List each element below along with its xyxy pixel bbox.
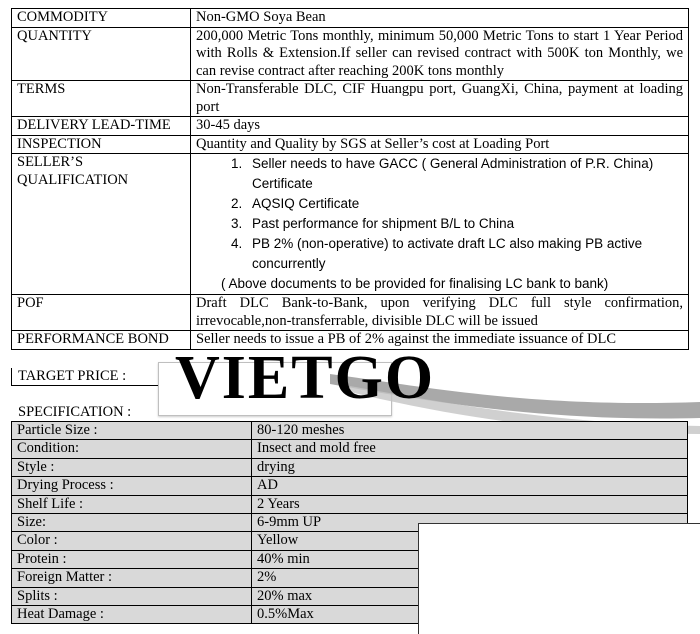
delivery-row: [12, 117, 689, 136]
qualification-item: 4. PB 2% (non-operative) to activate draft LC also making PB active concurrently: [246, 234, 683, 274]
seller-qualification-row: [12, 154, 689, 295]
qualification-item: 3. Past performance for shipment B/L to China: [246, 214, 683, 234]
delivery-label: DELIVERY LEAD-TIME: [12, 117, 191, 136]
spec-value: drying: [252, 458, 688, 476]
spec-value: Insect and mold free: [252, 440, 688, 458]
seller-qualification-value: [191, 154, 689, 295]
performance-bond-value: Seller needs to issue a PB of 2% against the immediate issuance of DLC: [191, 331, 689, 350]
white-overlay-panel: [418, 523, 700, 634]
delivery-value: 30-45 days: [191, 117, 689, 136]
spec-key: Foreign Matter :: [12, 569, 252, 587]
quantity-label: QUANTITY: [12, 27, 191, 81]
spec-row: [12, 440, 688, 458]
terms-row: [12, 81, 689, 117]
terms-table: [11, 8, 689, 350]
spec-row: [12, 477, 688, 495]
spec-key: Color :: [12, 532, 252, 550]
pof-value: Draft DLC Bank-to-Bank, upon verifying DLC full style confirmation, irrevocable,non-transferrable, divisible DLC will be issued: [191, 295, 689, 331]
spec-key: Protein :: [12, 550, 252, 568]
spec-value: 2 Years: [252, 495, 688, 513]
commodity-label: COMMODITY: [12, 9, 191, 28]
spec-row: [12, 495, 688, 513]
quantity-row: [12, 27, 689, 81]
spec-key: Shelf Life :: [12, 495, 252, 513]
pof-label: POF: [12, 295, 191, 331]
spec-key: Particle Size :: [12, 422, 252, 440]
spec-key: Condition:: [12, 440, 252, 458]
spec-row: [12, 458, 688, 476]
inspection-label: INSPECTION: [12, 135, 191, 154]
target-price-label: TARGET PRICE :: [11, 368, 195, 386]
spec-value: 2%: [252, 569, 688, 587]
qualification-note: ( Above documents to be provided for finalising LC bank to bank): [221, 276, 609, 291]
watermark-logo-text: VIETGO: [175, 344, 436, 412]
commodity-row: [12, 9, 689, 28]
spec-value: 6-9mm UP: [252, 513, 688, 531]
qualification-item: 2. AQSIQ Certificate: [246, 194, 683, 214]
performance-bond-label: PERFORMANCE BOND: [12, 331, 191, 350]
quantity-value: 200,000 Metric Tons monthly, minimum 50,000 Metric Tons to start 1 Year Period with Rolls & Extension.If seller can revised contract with 500K ton Monthly, we can revise contract after reaching 200K tons monthly: [191, 27, 689, 81]
spec-value: 0.5%Max: [252, 605, 688, 623]
inspection-row: [12, 135, 689, 154]
spec-value: Yellow: [252, 532, 688, 550]
inspection-value: Quantity and Quality by SGS at Seller’s cost at Loading Port: [191, 135, 689, 154]
spec-key: Splits :: [12, 587, 252, 605]
spec-key: Size:: [12, 513, 252, 531]
specification-heading: SPECIFICATION :: [18, 404, 132, 420]
commodity-value: Non-GMO Soya Bean: [191, 9, 689, 28]
pof-row: [12, 295, 689, 331]
spec-key: Style :: [12, 458, 252, 476]
spec-value: 40% min: [252, 550, 688, 568]
terms-value: Non-Transferable DLC, CIF Huangpu port, GuangXi, China, payment at loading port: [191, 81, 689, 117]
spec-value: AD: [252, 477, 688, 495]
spec-value: 20% max: [252, 587, 688, 605]
spec-key: Heat Damage :: [12, 605, 252, 623]
qualification-list: [196, 154, 683, 274]
spec-key: Drying Process :: [12, 477, 252, 495]
qualification-item: 1. Seller needs to have GACC ( General Administration of P.R. China) Certificate: [246, 154, 683, 194]
seller-qualification-label: SELLER’S QUALIFICATION: [12, 154, 191, 295]
spec-value: 80-120 meshes: [252, 422, 688, 440]
terms-label: TERMS: [12, 81, 191, 117]
spec-row: [12, 422, 688, 440]
